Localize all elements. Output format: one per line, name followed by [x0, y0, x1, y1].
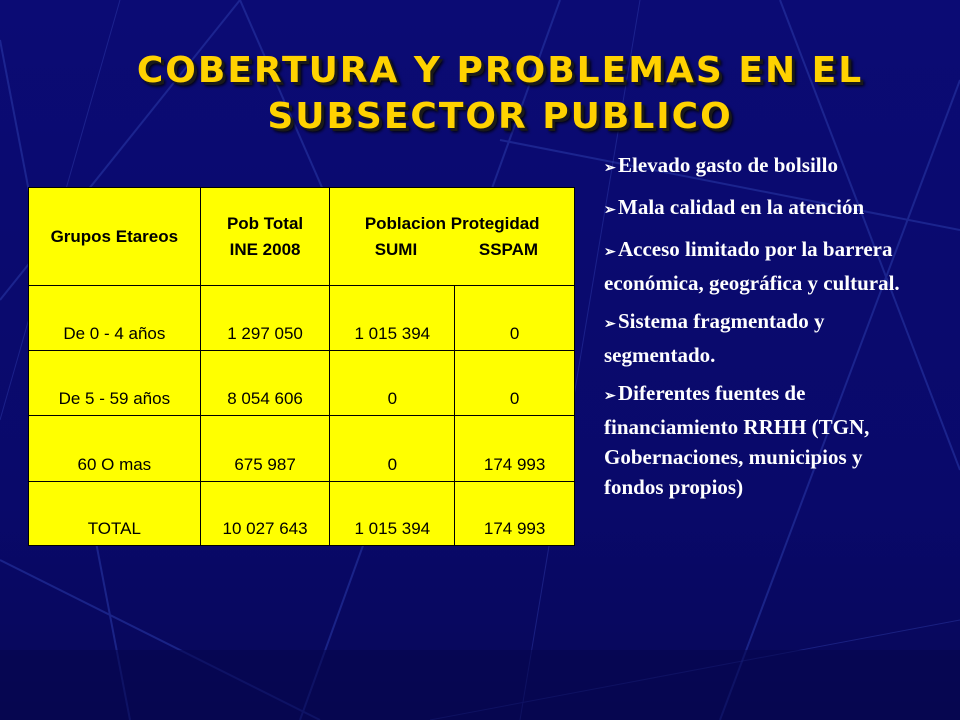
cell-sspam: 174 993 [455, 482, 575, 546]
list-item [604, 234, 904, 298]
cell-sumi: 1 015 394 [330, 482, 455, 546]
title-line-2: SUBSECTOR PUBLICO [267, 96, 733, 137]
cell-sumi: 1 015 394 [330, 286, 455, 351]
header-pob-total [200, 188, 330, 286]
cell-sspam: 0 [455, 351, 575, 416]
cell-group: TOTAL [29, 482, 201, 546]
header-sumi: SUMI [374, 239, 418, 259]
title-line-1: COBERTURA Y PROBLEMAS EN EL [136, 50, 864, 91]
cell-sspam: 174 993 [455, 416, 575, 482]
table-row-total [29, 482, 575, 546]
cell-group: De 5 - 59 años [29, 351, 201, 416]
cell-group: 60 O mas [29, 416, 201, 482]
arrow-bullet-icon: ➢ [604, 161, 616, 176]
header-poblacion-protegida-subs [332, 237, 572, 263]
cell-pob-total: 8 054 606 [200, 351, 330, 416]
list-item-text: Diferentes fuentes de financiamiento RRHH (TGN, Gobernaciones, municipios y fondos propios) [604, 381, 870, 499]
cell-sspam: 0 [455, 286, 575, 351]
arrow-bullet-icon: ➢ [604, 317, 616, 332]
list-item [604, 192, 904, 226]
list-item [604, 150, 904, 184]
header-poblacion-protegida [330, 188, 575, 286]
coverage-table [28, 187, 575, 546]
cell-group: De 0 - 4 años [29, 286, 201, 351]
list-item-text: Mala calidad en la atención [618, 195, 865, 219]
slide-title [80, 48, 920, 140]
cell-pob-total: 1 297 050 [200, 286, 330, 351]
cell-pob-total: 10 027 643 [200, 482, 330, 546]
cell-sumi: 0 [330, 416, 455, 482]
header-pob-total-line1: Pob Total [226, 213, 304, 233]
problems-list [604, 150, 904, 510]
arrow-bullet-icon: ➢ [604, 203, 616, 218]
cell-pob-total: 675 987 [200, 416, 330, 482]
arrow-bullet-icon: ➢ [604, 389, 616, 404]
list-item-text: Sistema fragmentado y segmentado. [604, 309, 825, 367]
header-grupos-etareos: Grupos Etareos [29, 188, 201, 286]
table-row [29, 416, 575, 482]
table-header-row [29, 188, 575, 286]
table-row [29, 286, 575, 351]
list-item [604, 378, 904, 502]
header-pob-total-line2: INE 2008 [229, 239, 301, 259]
list-item [604, 306, 904, 370]
bottom-band [0, 650, 960, 720]
list-item-text: Elevado gasto de bolsillo [618, 153, 838, 177]
list-item-text: Acceso limitado por la barrera económica, geográfica y cultural. [604, 237, 900, 295]
header-sspam: SSPAM [478, 239, 539, 259]
arrow-bullet-icon: ➢ [604, 245, 616, 260]
header-poblacion-protegida-line1: Poblacion Protegidad [364, 213, 540, 233]
cell-sumi: 0 [330, 351, 455, 416]
table-row [29, 351, 575, 416]
